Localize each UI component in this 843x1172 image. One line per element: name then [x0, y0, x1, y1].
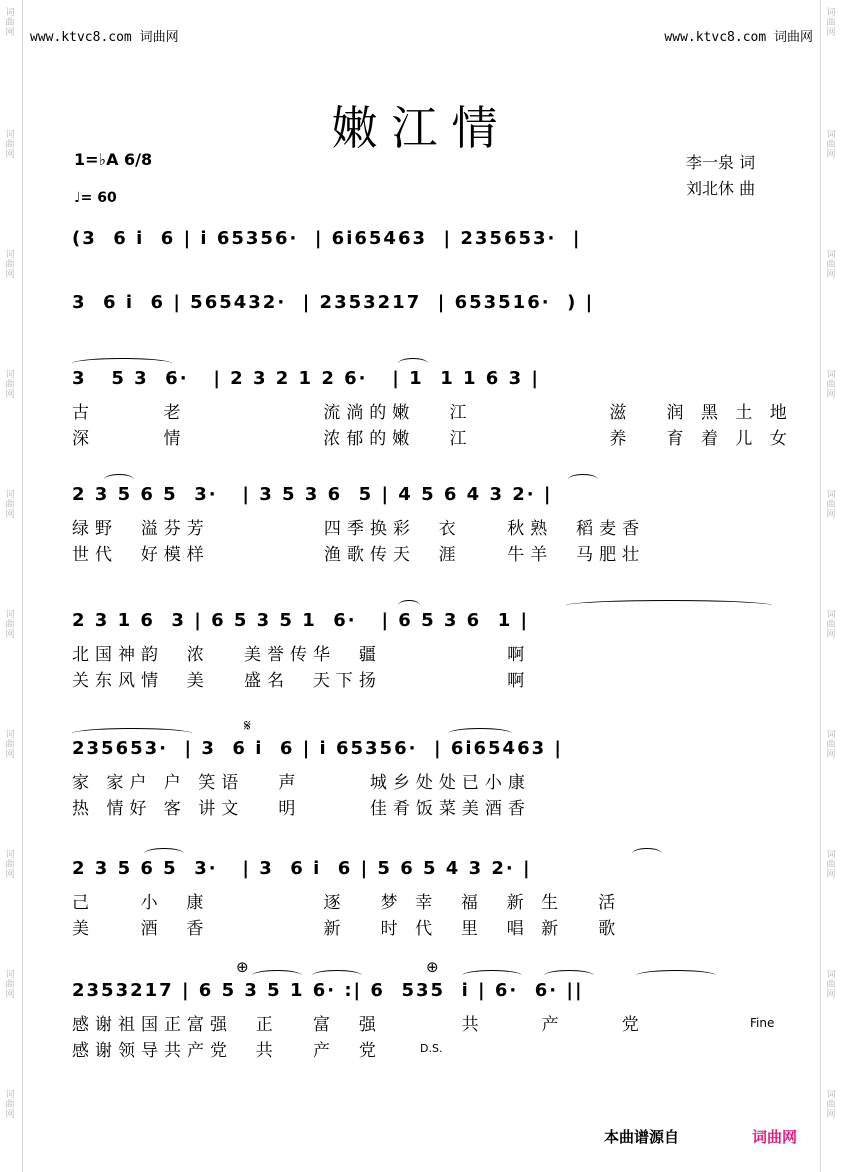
- notation-line: (3 6 i 6 | i 65356· | 6i65463 | 235653· |: [72, 228, 582, 249]
- coda-sign: ⊕: [236, 958, 249, 976]
- edge-mark: 词曲网: [5, 8, 15, 38]
- slur-arc: [636, 970, 716, 981]
- lyric-verse-1: 北国神韵 浓 美誉传华 疆 啊: [72, 645, 531, 665]
- edge-mark: 词曲网: [5, 130, 15, 160]
- slur-arc: [568, 474, 598, 485]
- footer-source-label: 本曲谱源自: [604, 1128, 680, 1146]
- score-line: [0, 368, 843, 478]
- lyric-verse-2: 美 酒 香 新 时 代 里 唱 新 歌: [72, 919, 622, 939]
- song-title: 嫩江情: [331, 101, 512, 155]
- ds-marking: D.S.: [420, 1042, 443, 1055]
- score-line: [0, 484, 843, 594]
- edge-mark: 词曲网: [826, 130, 836, 160]
- notation-line: 235653· | 3 6 i 6 | i 65356· | 6i65463 |: [72, 738, 563, 759]
- slur-arc: [312, 970, 362, 981]
- score-line: [0, 610, 843, 720]
- edge-mark: 词曲网: [5, 730, 15, 760]
- lyric-verse-1: 绿野 溢芬芳 四季换彩 衣 秋熟 稻麦香: [72, 519, 646, 539]
- lyric-verse-1: 己 小 康 逐 梦 幸 福 新 生 活: [72, 893, 622, 913]
- edge-mark: 词曲网: [5, 1090, 15, 1120]
- slur-arc: [398, 600, 420, 611]
- edge-mark: 词曲网: [826, 730, 836, 760]
- edge-mark: 词曲网: [5, 970, 15, 1000]
- notation-line: 3 5 3 6· | 2 3 2 1 2 6· | 1 1 1 6 3 |: [72, 368, 540, 389]
- edge-mark: 词曲网: [826, 250, 836, 280]
- slur-arc: [104, 474, 134, 485]
- composer-credit: 刘北休 曲: [686, 179, 756, 198]
- header-site-right[interactable]: www.ktvc8.com 词曲网: [664, 30, 813, 45]
- lyric-verse-1: 感谢祖国正富强 正 富 强 共 产 党: [72, 1015, 645, 1035]
- tempo-marking: ♩= 60: [74, 190, 117, 206]
- edge-mark: 词曲网: [826, 370, 836, 400]
- lyric-verse-2: 世代 好模样 渔歌传天 涯 牛羊 马肥壮: [72, 545, 646, 565]
- edge-mark: 词曲网: [826, 8, 836, 38]
- edge-mark: 词曲网: [5, 850, 15, 880]
- edge-mark: 词曲网: [826, 1090, 836, 1120]
- footer-brand-link[interactable]: 词曲网: [752, 1128, 798, 1146]
- slur-arc: [566, 600, 772, 611]
- lyric-verse-2: 关东风情 美 盛名 天下扬 啊: [72, 671, 531, 691]
- lyric-verse-2: 感谢领导共产党 共 产 党: [72, 1041, 382, 1061]
- slur-arc: [462, 970, 522, 981]
- score-line: [0, 858, 843, 968]
- edge-mark: 词曲网: [5, 610, 15, 640]
- slur-arc: [632, 848, 662, 859]
- slur-arc: [72, 728, 192, 739]
- slur-arc: [144, 848, 184, 859]
- edge-mark: 词曲网: [826, 610, 836, 640]
- notation-line: 2353217 | 6 5 3 5 1 6· :| 6 535 i | 6· 6· ||: [72, 980, 584, 1001]
- notation-line: 3 6 i 6 | 565432· | 2353217 | 653516· ) |: [72, 292, 595, 313]
- lyric-verse-1: 古 老 流淌的嫩 江 滋 润 黑 土 地: [72, 403, 793, 423]
- slur-arc: [448, 728, 512, 739]
- slur-arc: [398, 358, 428, 369]
- score-line: [0, 958, 843, 1090]
- notation-line: 2 3 1 6 3 | 6 5 3 5 1 6· | 6 5 3 6 1 |: [72, 610, 530, 631]
- slur-arc: [544, 970, 594, 981]
- lyric-verse-1: 家 家户 户 笑语 声 城乡处处已小康: [72, 773, 531, 793]
- lyric-verse-2: 深 情 浓郁的嫩 江 养 育 着 儿 女: [72, 429, 793, 449]
- lyric-verse-2: 热 情好 客 讲文 明 佳肴饭菜美酒香: [72, 799, 531, 819]
- edge-mark: 词曲网: [826, 970, 836, 1000]
- edge-mark: 词曲网: [5, 250, 15, 280]
- edge-mark: 词曲网: [5, 490, 15, 520]
- segno-sign: 𝄋: [244, 716, 251, 735]
- lyricist-credit: 李一泉 词: [686, 153, 756, 172]
- notation-line: 2 3 5 6 5 3· | 3 5 3 6 5 | 4 5 6 4 3 2· |: [72, 484, 553, 505]
- slur-arc: [72, 358, 172, 369]
- key-signature: 1=♭A 6/8: [74, 150, 153, 169]
- edge-mark: 词曲网: [5, 370, 15, 400]
- score-line: [0, 716, 843, 848]
- fine-marking: Fine: [750, 1016, 775, 1030]
- edge-mark: 词曲网: [826, 850, 836, 880]
- header-site-left[interactable]: www.ktvc8.com 词曲网: [30, 30, 179, 45]
- slur-arc: [252, 970, 302, 981]
- notation-line: 2 3 5 6 5 3· | 3 6 i 6 | 5 6 5 4 3 2· |: [72, 858, 532, 879]
- edge-mark: 词曲网: [826, 490, 836, 520]
- coda-sign: ⊕: [426, 958, 439, 976]
